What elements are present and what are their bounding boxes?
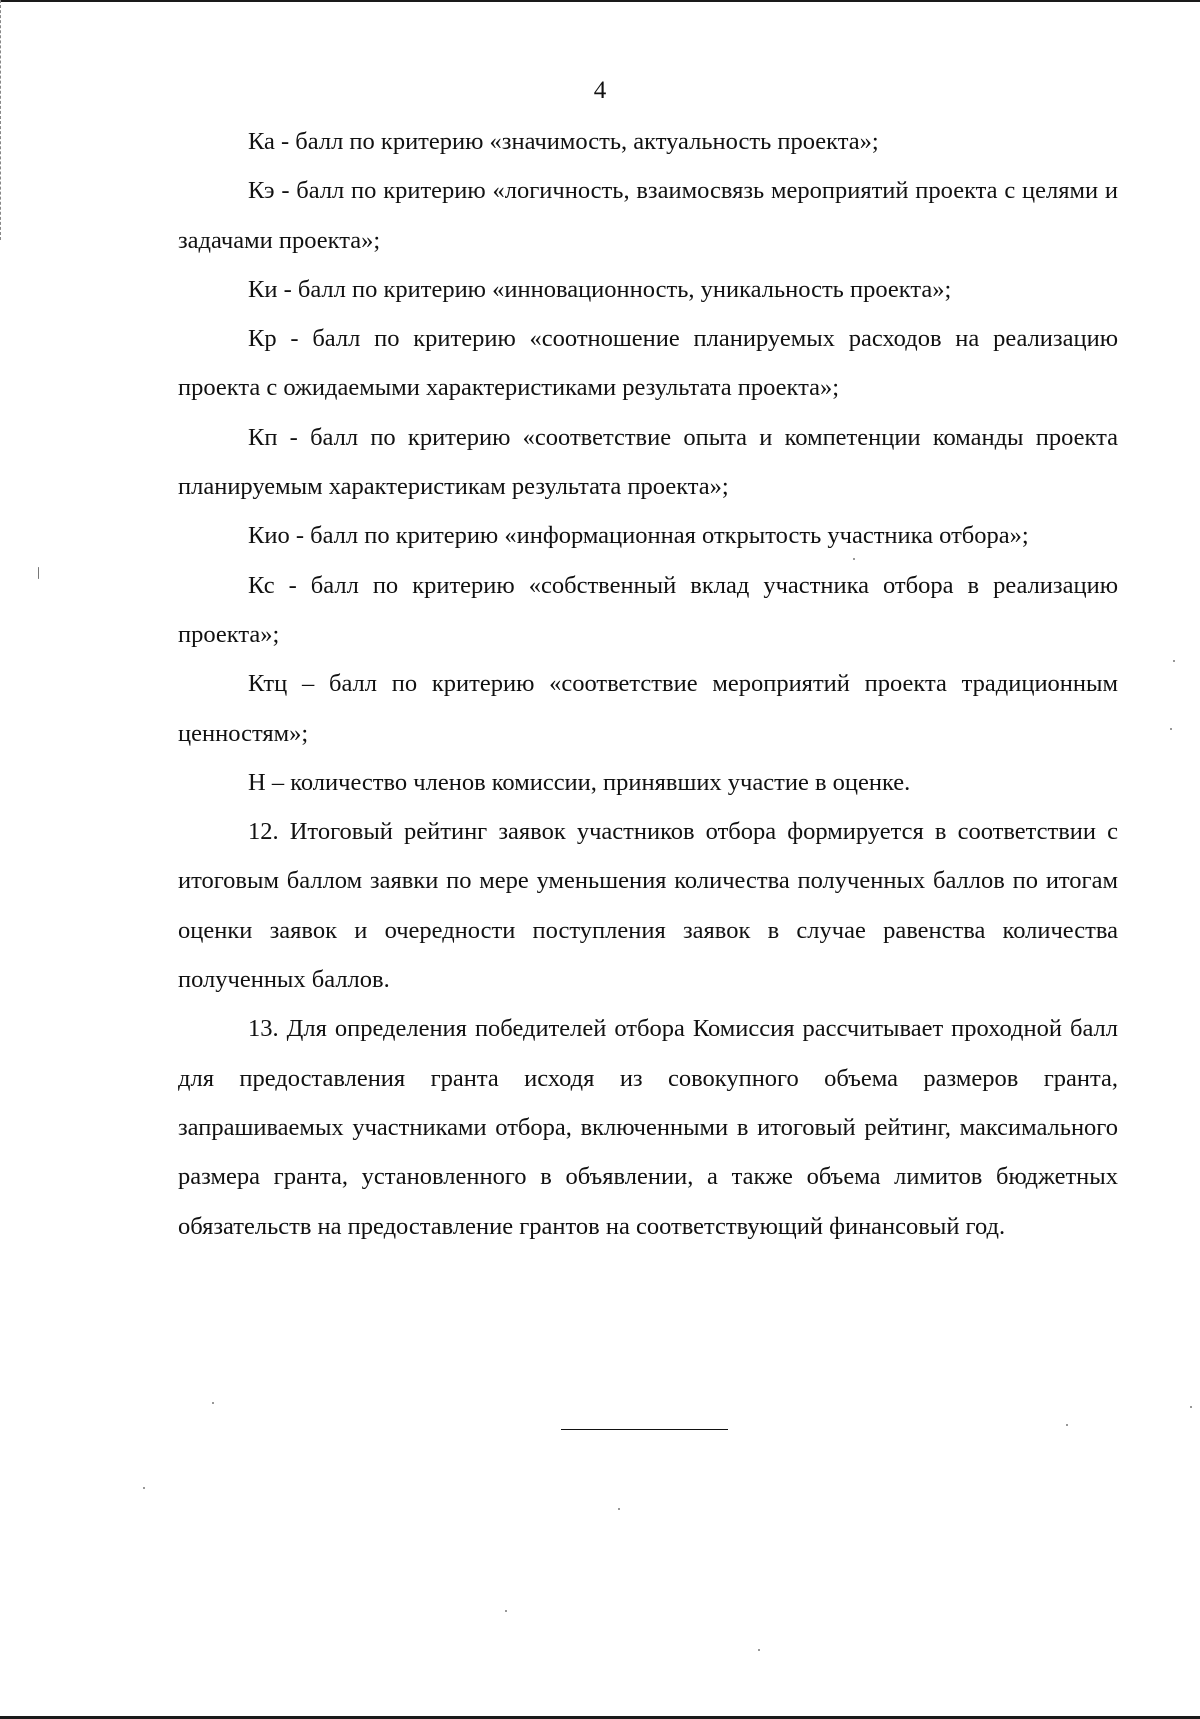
scan-speck [505,1610,507,1612]
page-number: 4 [593,77,607,104]
paragraph-ki: Ки - балл по критерию «инновационность, уникальность проекта»; [248,275,952,303]
scan-speck [1173,660,1175,662]
paragraph-kp: Кп - балл по критерию «соответствие опыта и компетенции команды проекта планируемым характеристикам результата проекта»; [178,423,1118,501]
paragraph-item-12: 12. Итоговый рейтинг заявок участников отбора формируется в соответствии с итоговым баллом заявки по мере уменьшения количества полученных баллов по итогам оценки заявок и очередности поступления заявок в случае равенства количества полученных баллов. [178,818,1118,994]
scan-speck [758,1649,760,1651]
paragraph-ke: Кэ - балл по критерию «логичность, взаимосвязь мероприятий проекта с целями и задачами проекта»; [178,177,1118,254]
paragraph-ks: Кс - балл по критерию «собственный вклад участника отбора в реализацию проекта»; [178,571,1118,648]
paragraph-item-13: 13. Для определения победителей отбора Комиссия рассчитывает проходной балл для предоставления гранта исходя из совокупного объема размеров гранта, запрашиваемых участниками отбора, включенными в итоговый рейтинг, максимального размера гранта, установленного в объявлении, а также объема лимитов бюджетных обязательств на предоставление грантов на соответствующий финансовый год. [178,1015,1118,1240]
scan-speck [853,558,855,560]
paragraph-n: Н – количество членов комиссии, принявших участие в оценке. [248,768,911,796]
scan-speck [618,1508,620,1510]
scan-speck [212,1402,214,1404]
scan-speck [1066,1424,1068,1426]
scan-speck [38,567,39,579]
scan-speck [1170,728,1172,730]
paragraph-kio: Кио - балл по критерию «информационная открытость участника отбора»; [248,522,1029,550]
closing-rule [561,1429,728,1430]
scan-top-edge [0,0,1200,2]
paragraph-kr: Кр - балл по критерию «соотношение планируемых расходов на реализацию проекта с ожидаемыми характеристиками результата проекта»; [178,325,1118,402]
paragraph-ka: Ка - балл по критерию «значимость, актуальность проекта»; [248,128,879,155]
paragraph-ktc: Ктц – балл по критерию «соответствие мероприятий проекта традиционным ценностям»; [178,670,1118,747]
document-body [178,117,1118,1251]
scan-left-edge [0,0,2,240]
scan-speck [1190,1406,1192,1408]
scan-speck [143,1487,145,1489]
